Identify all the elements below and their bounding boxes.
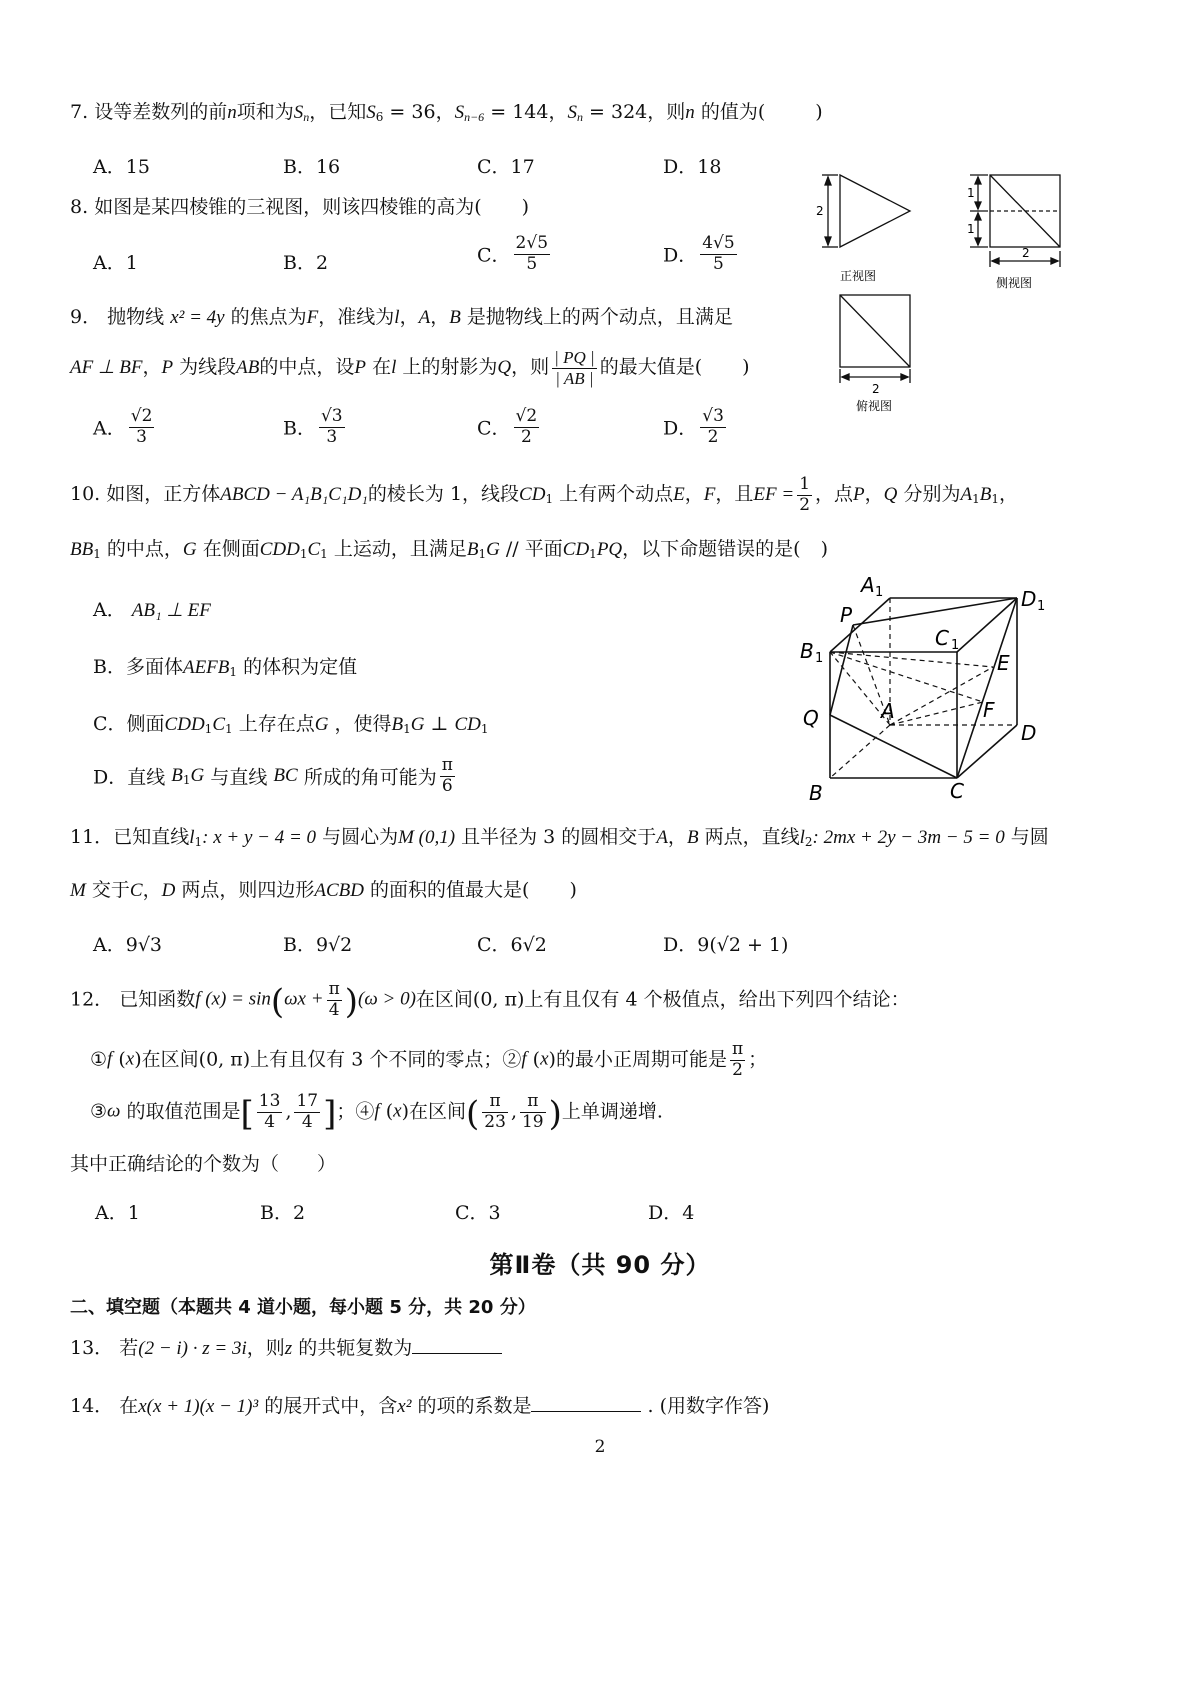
svg-text:D: D [1021, 721, 1037, 745]
svg-text:1: 1 [875, 585, 884, 600]
q8-option-b[interactable]: B．2 [283, 252, 329, 274]
q9-option-d[interactable]: D． $\frac{√3}{2}$ [663, 406, 724, 447]
q12-option-c[interactable]: C．3 [455, 1202, 501, 1224]
svg-text:B: B [800, 639, 814, 663]
q7-option-d[interactable]: D．18 [663, 156, 722, 178]
q9-stem-line2: AF ⊥ BF，P 为线段AB的中点，设P 在l 上的射影为Q，则 $\frac{| PQ |}{| AB |}$ 的最大值是( ) [70, 348, 750, 388]
svg-text:D: D [1021, 587, 1037, 611]
svg-text:1: 1 [951, 638, 960, 653]
q12-conclusions-1: ①f (x)在区间(0, π)上有且仅有 3 个不同的零点；②f (x)的最小正周期可能是 $\frac{\pi}{2}$ ； [90, 1039, 768, 1080]
q14-answer-blank[interactable] [531, 1393, 641, 1412]
front-view-label: 正视图 [840, 269, 877, 283]
q11-stem-line1: 11．已知直线$l_1$: x + y − 4 = 0 与圆心为M (0,1) 且半径为 3 的圆相交于A，B 两点，直线$l_2$: 2mx + 2y − 3m − 5 = 0 与圆 [70, 826, 1049, 849]
q9-fraction: $\frac{| PQ |}{| AB |}$ [554, 348, 595, 388]
q9-stem-line1: 9． 抛物线 x² = 4y 的焦点为F，准线为l，A，B 是抛物线上的两个动点，且满足 [70, 306, 733, 328]
side-dim-w: 2 [1022, 246, 1030, 260]
q10-option-c[interactable]: C．侧面$CDD_1C_1$ 上存在点G ，使得$B_1G$ ⊥ $CD_1$ [93, 713, 489, 736]
svg-text:A: A [881, 699, 895, 723]
svg-text:1: 1 [815, 651, 824, 666]
q7-option-c[interactable]: C．17 [477, 156, 535, 178]
svg-text:A: A [861, 573, 875, 597]
q8-d-fraction: $\frac{4√5}{5}$ [702, 233, 735, 274]
part2-title: 第Ⅱ卷（共 90 分） [489, 1251, 711, 1279]
q9-option-c[interactable]: C． $\frac{√2}{2}$ [477, 406, 538, 447]
side-view [970, 175, 1060, 267]
q14-stem: 14． 在x(x + 1)(x − 1)³ 的展开式中，含x² 的项的系数是 . (用数字作答) [70, 1395, 770, 1417]
svg-text:E: E [997, 651, 1010, 675]
q8-option-d[interactable]: D． $\frac{4√5}{5}$ [663, 233, 735, 274]
q8-stem: 8. 如图是某四棱锥的三视图，则该四棱锥的高为( ) [70, 196, 530, 218]
q8-c-fraction: $\frac{2√5}{5}$ [515, 233, 549, 274]
fill-in-section-heading: 二、填空题（本题共 4 道小题，每小题 5 分，共 20 分） [70, 1297, 536, 1318]
svg-text:C: C [950, 779, 964, 803]
q11-option-b[interactable]: B．9√2 [283, 934, 353, 956]
q8-option-a[interactable]: A．1 [93, 252, 138, 274]
q10-option-d[interactable]: D．直线 $B_1G$ 与直线 BC 所成的角可能为 $\frac{\pi}{6}$ [93, 755, 453, 796]
front-dim: 2 [816, 204, 824, 218]
q11-option-d[interactable]: D．9(√2 + 1) [663, 934, 789, 956]
q11-option-c[interactable]: C．6√2 [477, 934, 547, 956]
front-view [822, 175, 910, 247]
q9-option-b[interactable]: B． $\frac{√3}{3}$ [283, 406, 343, 447]
svg-text:1: 1 [1037, 599, 1046, 614]
three-view-figure [810, 165, 1080, 425]
q13-stem: 13． 若(2 − i) · z = 3i，则z 的共轭复数为 [70, 1335, 502, 1362]
q12-stem: 12． 已知函数f (x) = sin(ωx + $\frac{\pi}{4}$ )(ω > 0)在区间(0, π)上有且仅有 4 个极值点，给出下列四个结论： [70, 979, 910, 1023]
svg-text:C: C [935, 626, 949, 650]
svg-text:Q: Q [803, 706, 819, 730]
q11-option-a[interactable]: A．9√3 [93, 934, 163, 956]
q13-answer-blank[interactable] [412, 1335, 502, 1354]
q12-option-b[interactable]: B．2 [260, 1202, 306, 1224]
page-number: 2 [594, 1437, 606, 1457]
q12-option-d[interactable]: D．4 [648, 1202, 695, 1224]
q7-option-a[interactable]: A．15 [93, 156, 150, 178]
q10-stem-line2: $BB_1$ 的中点，G 在侧面$CDD_1C_1$ 上运动，且满足$B_1G$ // 平面$CD_1PQ$，以下命题错误的是( ) [70, 538, 828, 561]
cube-figure [795, 570, 1070, 815]
q7-stem: 7. 设等差数列的前n项和为$S_n$，已知$S_6 = 36$，$S_{n-6} = 144$，$S_n = 324$，则n 的值为( ) [70, 101, 823, 124]
top-dim-w: 2 [872, 382, 880, 396]
q10-option-a[interactable]: A． AB₁ ⊥ EF [93, 599, 211, 621]
side-dim-1: 1 [967, 186, 975, 200]
svg-text:P: P [840, 603, 853, 627]
q8-option-c[interactable]: C． $\frac{2√5}{5}$ [477, 233, 549, 274]
side-view-label: 侧视图 [996, 276, 1033, 290]
q11-stem-line2: M 交于C，D 两点，则四边形ACBD 的面积的值最大是( ) [70, 879, 577, 901]
q12-question: 其中正确结论的个数为（ ） [70, 1153, 337, 1175]
side-dim-2: 1 [967, 222, 975, 236]
svg-text:F: F [983, 698, 995, 722]
q10-stem-line1: 10. 如图，正方体ABCD − A₁B₁C₁D₁的棱长为 1，线段$CD_1$ 上有两个动点E，F，且EF = $\frac{1}{2}$ ，点P，Q 分别为$A_1B_1$， [70, 474, 1018, 515]
q7-option-b[interactable]: B．16 [283, 156, 341, 178]
q12-option-a[interactable]: A．1 [95, 1202, 140, 1224]
svg-text:B: B [809, 781, 823, 805]
top-view-label: 俯视图 [856, 399, 893, 413]
top-view [840, 295, 910, 383]
q12-conclusions-2: ③ω 的取值范围是[ $\frac{13}{4}$ , $\frac{17}{4}$ ]；④f (x)在区间( $\frac{\pi}{23}$ , $\frac{\pi}{19}$ )上单调递增. [90, 1091, 663, 1135]
q10-option-b[interactable]: B．多面体$AEFB_1$ 的体积为定值 [93, 656, 358, 679]
q9-option-a[interactable]: A． $\frac{√2}{3}$ [93, 406, 153, 447]
